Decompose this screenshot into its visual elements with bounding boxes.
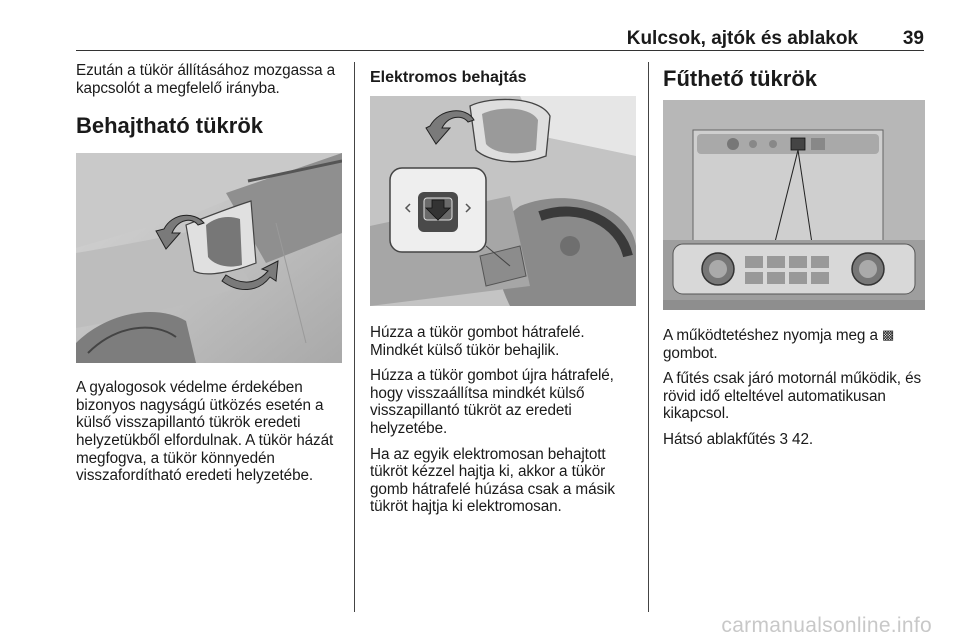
heated-mirror-icon: ▩ xyxy=(882,327,895,342)
folding-mirrors-description: A gyalogosok védelme érdekében bizonyos nagyságú ütközés esetén a külső visszapillantó tükrök eredeti helyzetükből elfordulnak. A tükör házát megfogva, a tükör könnyedén visszafordítható eredeti helyzetébe. xyxy=(76,379,334,485)
column-divider xyxy=(354,62,355,612)
heated-mirror-text-before: A működtetéshez nyomja meg a xyxy=(663,327,878,344)
heated-mirror-paragraph-1 xyxy=(663,326,925,362)
column-right xyxy=(663,62,925,457)
watermark: carmanualsonline.info xyxy=(721,614,932,637)
heated-mirror-control-illustration xyxy=(663,100,925,310)
section-heading-electric-folding: Elektromos behajtás xyxy=(370,69,527,86)
intro-paragraph: Ezután a tükör állításához mozgassa a kapcsolót a megfelelő irányba. xyxy=(76,62,336,97)
column-middle xyxy=(370,62,636,524)
electric-folding-paragraph-3: Ha az egyik elektromosan behajtott tükröt kézzel hajtja ki, akkor a tükör gomb hátrafelé húzása csak a másik tükröt hajtja ki elektromosan. xyxy=(370,445,615,516)
heated-mirror-text-after: gombot. xyxy=(663,344,718,362)
page-number: 39 xyxy=(902,28,924,49)
heated-mirror-paragraph-2: A fűtés csak járó motornál működik, és rövid idő elteltével automatikusan kikapcsol. xyxy=(663,370,922,423)
section-heading-folding-mirrors: Behajtható tükrök xyxy=(76,113,264,139)
column-divider xyxy=(648,62,649,612)
electric-folding-paragraph-2: Húzza a tükör gombot újra hátrafelé, hogy visszaállítsa mindkét külső visszapillantó tükröt az eredeti helyzetébe. xyxy=(370,367,614,437)
folding-mirror-illustration xyxy=(76,153,342,363)
page-header xyxy=(76,28,924,51)
electric-folding-illustration xyxy=(370,96,636,306)
electric-folding-paragraph-1: Húzza a tükör gombot hátrafelé. Mindkét külső tükör behajlik. xyxy=(370,324,585,359)
section-heading-heated-mirrors: Fűthető tükrök xyxy=(663,66,817,91)
heated-mirror-paragraph-3: Hátsó ablakfűtés 3 42. xyxy=(663,430,814,448)
column-left xyxy=(76,62,342,493)
chapter-title: Kulcsok, ajtók és ablakok xyxy=(626,28,858,49)
